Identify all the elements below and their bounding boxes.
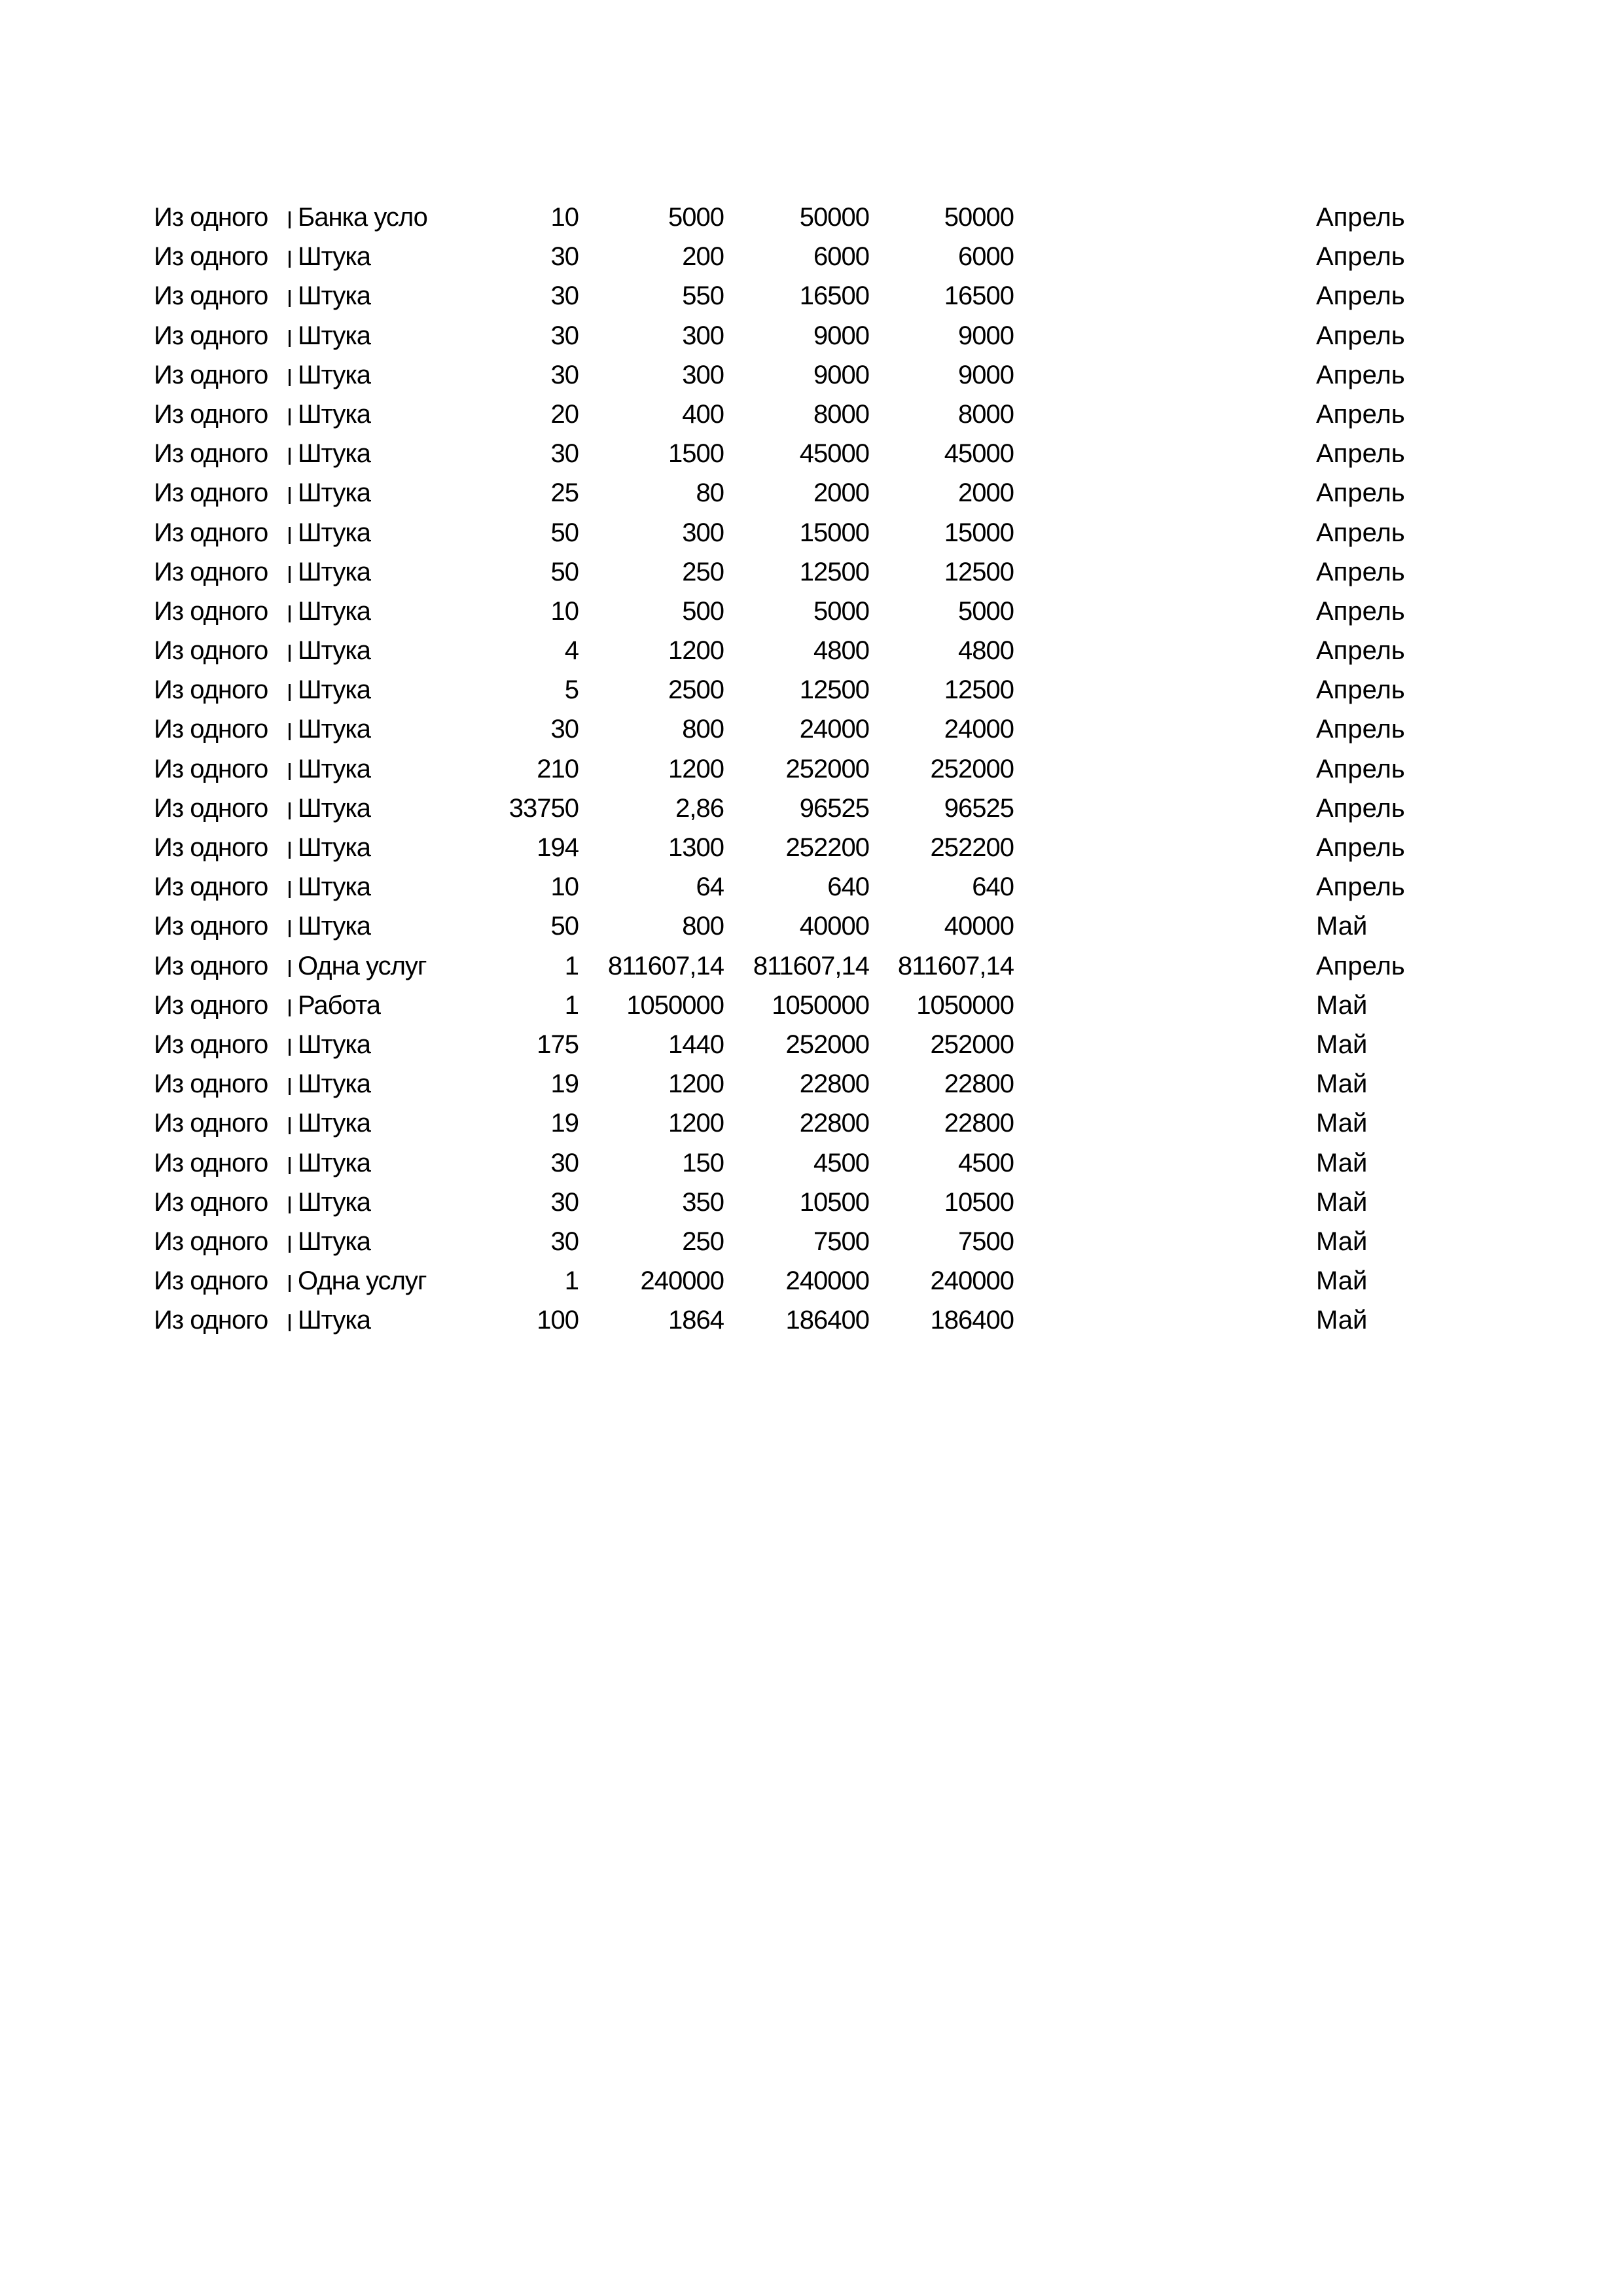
cell-source: Из одного xyxy=(154,439,268,469)
table-row xyxy=(0,1183,1623,1222)
cell-month: Апрель xyxy=(1316,518,1405,547)
cell-total: 96525 xyxy=(944,793,1014,823)
cell-total: 7500 xyxy=(958,1227,1014,1256)
truncated-text-mark xyxy=(289,1117,291,1134)
cell-total: 22800 xyxy=(944,1109,1014,1138)
truncated-text-mark xyxy=(289,1236,291,1253)
cell-total: 811607,14 xyxy=(897,951,1014,980)
cell-total: 4800 xyxy=(958,636,1014,666)
cell-sum: 240000 xyxy=(785,1266,869,1296)
cell-unit: Штука xyxy=(298,1306,371,1335)
cell-price: 800 xyxy=(682,715,724,744)
cell-month: Апрель xyxy=(1316,636,1405,666)
cell-sum: 5000 xyxy=(813,596,869,626)
cell-price: 1200 xyxy=(668,754,724,783)
cell-month: Апрель xyxy=(1316,242,1405,272)
truncated-text-mark xyxy=(289,1196,291,1213)
truncated-text-mark xyxy=(289,920,291,937)
cell-sum: 6000 xyxy=(813,242,869,272)
table-row xyxy=(0,986,1623,1025)
cell-source: Из одного xyxy=(154,912,268,941)
cell-month: Май xyxy=(1316,1069,1368,1099)
cell-unit: Штука xyxy=(298,675,371,705)
table-row xyxy=(0,828,1623,867)
truncated-text-mark xyxy=(289,527,291,544)
cell-price: 1300 xyxy=(668,833,724,862)
cell-source: Из одного xyxy=(154,399,268,429)
cell-unit: Штука xyxy=(298,833,371,862)
cell-price: 250 xyxy=(682,557,724,586)
cell-month: Май xyxy=(1316,1266,1368,1296)
cell-source: Из одного xyxy=(154,833,268,862)
cell-month: Май xyxy=(1316,1148,1368,1177)
cell-price: 400 xyxy=(682,399,724,429)
cell-sum: 50000 xyxy=(799,203,869,232)
cell-sum: 4800 xyxy=(813,636,869,666)
cell-total: 10500 xyxy=(944,1187,1014,1217)
cell-sum: 640 xyxy=(827,872,869,902)
truncated-text-mark xyxy=(289,960,291,977)
cell-total: 2000 xyxy=(958,478,1014,508)
cell-source: Из одного xyxy=(154,518,268,547)
table-row xyxy=(0,513,1623,552)
cell-price: 80 xyxy=(696,478,724,508)
cell-total: 9000 xyxy=(958,321,1014,350)
cell-month: Апрель xyxy=(1316,439,1405,469)
cell-unit: Штука xyxy=(298,596,371,626)
cell-quantity: 50 xyxy=(550,912,579,941)
cell-sum: 2000 xyxy=(813,478,869,508)
table-row xyxy=(0,395,1623,434)
cell-total: 12500 xyxy=(944,557,1014,586)
table-row xyxy=(0,1103,1623,1143)
cell-unit: Банка усло xyxy=(298,203,427,232)
truncated-text-mark xyxy=(289,999,291,1016)
cell-unit: Штука xyxy=(298,793,371,823)
table-row xyxy=(0,906,1623,946)
truncated-text-mark xyxy=(289,251,291,268)
cell-month: Апрель xyxy=(1316,793,1405,823)
cell-quantity: 4 xyxy=(564,636,579,666)
cell-total: 24000 xyxy=(944,715,1014,744)
cell-total: 252000 xyxy=(930,754,1014,783)
table-row xyxy=(0,473,1623,512)
cell-quantity: 1 xyxy=(564,951,579,980)
cell-month: Май xyxy=(1316,1227,1368,1256)
cell-total: 9000 xyxy=(958,360,1014,389)
cell-unit: Штука xyxy=(298,912,371,941)
cell-unit: Штука xyxy=(298,636,371,666)
truncated-text-mark xyxy=(289,290,291,307)
cell-unit: Штука xyxy=(298,321,371,350)
cell-month: Апрель xyxy=(1316,754,1405,783)
table-row xyxy=(0,1025,1623,1064)
cell-quantity: 20 xyxy=(550,399,579,429)
cell-total: 1050000 xyxy=(916,990,1014,1020)
cell-source: Из одного xyxy=(154,1266,268,1296)
cell-quantity: 175 xyxy=(537,1030,579,1059)
cell-unit: Штука xyxy=(298,1109,371,1138)
cell-unit: Штука xyxy=(298,360,371,389)
cell-total: 40000 xyxy=(944,912,1014,941)
cell-price: 800 xyxy=(682,912,724,941)
truncated-text-mark xyxy=(289,1314,291,1331)
cell-month: Май xyxy=(1316,1030,1368,1059)
table-row xyxy=(0,789,1623,828)
cell-sum: 186400 xyxy=(785,1306,869,1335)
cell-sum: 12500 xyxy=(799,557,869,586)
cell-month: Апрель xyxy=(1316,951,1405,980)
table-row xyxy=(0,355,1623,395)
cell-unit: Штука xyxy=(298,1069,371,1099)
cell-price: 1440 xyxy=(668,1030,724,1059)
cell-unit: Штука xyxy=(298,281,371,311)
cell-source: Из одного xyxy=(154,1109,268,1138)
cell-unit: Штука xyxy=(298,1227,371,1256)
truncated-text-mark xyxy=(289,369,291,386)
cell-price: 300 xyxy=(682,321,724,350)
cell-unit: Штука xyxy=(298,439,371,469)
cell-sum: 15000 xyxy=(799,518,869,547)
cell-total: 6000 xyxy=(958,242,1014,272)
cell-total: 50000 xyxy=(944,203,1014,232)
cell-sum: 9000 xyxy=(813,360,869,389)
cell-price: 500 xyxy=(682,596,724,626)
cell-month: Апрель xyxy=(1316,321,1405,350)
truncated-text-mark xyxy=(289,684,291,701)
cell-quantity: 30 xyxy=(550,1148,579,1177)
cell-source: Из одного xyxy=(154,715,268,744)
cell-sum: 45000 xyxy=(799,439,869,469)
cell-source: Из одного xyxy=(154,478,268,508)
cell-price: 1864 xyxy=(668,1306,724,1335)
cell-month: Апрель xyxy=(1316,399,1405,429)
cell-quantity: 19 xyxy=(550,1069,579,1099)
cell-unit: Работа xyxy=(298,990,380,1020)
cell-price: 150 xyxy=(682,1148,724,1177)
cell-total: 16500 xyxy=(944,281,1014,311)
cell-sum: 24000 xyxy=(799,715,869,744)
cell-quantity: 100 xyxy=(537,1306,579,1335)
cell-price: 1200 xyxy=(668,1109,724,1138)
cell-quantity: 50 xyxy=(550,557,579,586)
cell-unit: Штука xyxy=(298,872,371,902)
cell-source: Из одного xyxy=(154,360,268,389)
cell-source: Из одного xyxy=(154,1187,268,1217)
cell-source: Из одного xyxy=(154,990,268,1020)
cell-total: 8000 xyxy=(958,399,1014,429)
cell-month: Май xyxy=(1316,990,1368,1020)
cell-month: Май xyxy=(1316,912,1368,941)
cell-unit: Штука xyxy=(298,715,371,744)
table-row xyxy=(0,1064,1623,1103)
cell-price: 1200 xyxy=(668,636,724,666)
cell-sum: 1050000 xyxy=(772,990,869,1020)
table-row xyxy=(0,749,1623,789)
table-row xyxy=(0,631,1623,670)
cell-total: 45000 xyxy=(944,439,1014,469)
cell-quantity: 30 xyxy=(550,1227,579,1256)
cell-price: 550 xyxy=(682,281,724,311)
truncated-text-mark xyxy=(289,1275,291,1292)
cell-sum: 12500 xyxy=(799,675,869,705)
cell-quantity: 5 xyxy=(564,675,579,705)
cell-sum: 252000 xyxy=(785,1030,869,1059)
cell-price: 300 xyxy=(682,518,724,547)
truncated-text-mark xyxy=(289,802,291,819)
cell-price: 1050000 xyxy=(626,990,724,1020)
cell-price: 250 xyxy=(682,1227,724,1256)
truncated-text-mark xyxy=(289,566,291,583)
truncated-text-mark xyxy=(289,211,291,228)
truncated-text-mark xyxy=(289,330,291,347)
cell-quantity: 30 xyxy=(550,715,579,744)
cell-quantity: 33750 xyxy=(508,793,579,823)
cell-source: Из одного xyxy=(154,242,268,272)
table-row xyxy=(0,946,1623,986)
cell-total: 5000 xyxy=(958,596,1014,626)
cell-quantity: 194 xyxy=(537,833,579,862)
truncated-text-mark xyxy=(289,723,291,740)
cell-quantity: 30 xyxy=(550,321,579,350)
cell-sum: 8000 xyxy=(813,399,869,429)
cell-sum: 16500 xyxy=(799,281,869,311)
cell-quantity: 10 xyxy=(550,203,579,232)
cell-month: Апрель xyxy=(1316,281,1405,311)
cell-unit: Штука xyxy=(298,518,371,547)
cell-source: Из одного xyxy=(154,321,268,350)
cell-source: Из одного xyxy=(154,675,268,705)
cell-price: 811607,14 xyxy=(607,951,724,980)
cell-unit: Штука xyxy=(298,399,371,429)
cell-unit: Одна услуг xyxy=(298,951,427,980)
cell-quantity: 30 xyxy=(550,1187,579,1217)
cell-sum: 40000 xyxy=(799,912,869,941)
cell-source: Из одного xyxy=(154,951,268,980)
cell-sum: 252000 xyxy=(785,754,869,783)
cell-sum: 7500 xyxy=(813,1227,869,1256)
table-row xyxy=(0,552,1623,592)
cell-source: Из одного xyxy=(154,557,268,586)
cell-unit: Штука xyxy=(298,1187,371,1217)
cell-month: Май xyxy=(1316,1109,1368,1138)
truncated-text-mark xyxy=(289,1157,291,1174)
cell-source: Из одного xyxy=(154,203,268,232)
cell-total: 252200 xyxy=(930,833,1014,862)
cell-total: 15000 xyxy=(944,518,1014,547)
cell-unit: Штука xyxy=(298,1148,371,1177)
cell-price: 300 xyxy=(682,360,724,389)
cell-price: 200 xyxy=(682,242,724,272)
cell-sum: 811607,14 xyxy=(753,951,869,980)
cell-total: 4500 xyxy=(958,1148,1014,1177)
cell-month: Апрель xyxy=(1316,557,1405,586)
cell-month: Апрель xyxy=(1316,872,1405,902)
cell-source: Из одного xyxy=(154,793,268,823)
cell-month: Апрель xyxy=(1316,675,1405,705)
cell-source: Из одного xyxy=(154,754,268,783)
cell-quantity: 10 xyxy=(550,872,579,902)
table-row xyxy=(0,316,1623,355)
cell-quantity: 10 xyxy=(550,596,579,626)
truncated-text-mark xyxy=(289,487,291,504)
table-row xyxy=(0,592,1623,631)
cell-source: Из одного xyxy=(154,1148,268,1177)
cell-unit: Штука xyxy=(298,478,371,508)
table-row xyxy=(0,1261,1623,1300)
cell-price: 2,86 xyxy=(675,793,724,823)
cell-price: 1500 xyxy=(668,439,724,469)
cell-source: Из одного xyxy=(154,1030,268,1059)
cell-sum: 96525 xyxy=(799,793,869,823)
cell-total: 640 xyxy=(972,872,1014,902)
table-row xyxy=(0,276,1623,315)
cell-unit: Одна услуг xyxy=(298,1266,427,1296)
table-row xyxy=(0,670,1623,709)
truncated-text-mark xyxy=(289,448,291,465)
cell-quantity: 25 xyxy=(550,478,579,508)
table-row xyxy=(0,1222,1623,1261)
cell-source: Из одного xyxy=(154,281,268,311)
spreadsheet-printout xyxy=(0,198,1623,1340)
truncated-text-mark xyxy=(289,1039,291,1056)
truncated-text-mark xyxy=(289,408,291,425)
table-row xyxy=(0,1143,1623,1183)
table-row xyxy=(0,237,1623,276)
table-row xyxy=(0,709,1623,749)
table-row xyxy=(0,198,1623,237)
truncated-text-mark xyxy=(289,1078,291,1095)
cell-sum: 22800 xyxy=(799,1109,869,1138)
cell-source: Из одного xyxy=(154,872,268,902)
cell-month: Апрель xyxy=(1316,833,1405,862)
cell-price: 5000 xyxy=(668,203,724,232)
cell-sum: 252200 xyxy=(785,833,869,862)
cell-month: Апрель xyxy=(1316,715,1405,744)
cell-quantity: 30 xyxy=(550,242,579,272)
cell-total: 186400 xyxy=(930,1306,1014,1335)
cell-month: Апрель xyxy=(1316,478,1405,508)
truncated-text-mark xyxy=(289,842,291,859)
table-row xyxy=(0,1300,1623,1340)
cell-source: Из одного xyxy=(154,1227,268,1256)
cell-unit: Штука xyxy=(298,754,371,783)
cell-total: 12500 xyxy=(944,675,1014,705)
cell-quantity: 1 xyxy=(564,990,579,1020)
cell-price: 64 xyxy=(696,872,724,902)
truncated-text-mark xyxy=(289,763,291,780)
cell-source: Из одного xyxy=(154,596,268,626)
cell-month: Май xyxy=(1316,1306,1368,1335)
cell-source: Из одного xyxy=(154,636,268,666)
cell-unit: Штука xyxy=(298,1030,371,1059)
table-row xyxy=(0,867,1623,906)
cell-quantity: 30 xyxy=(550,360,579,389)
cell-price: 2500 xyxy=(668,675,724,705)
cell-unit: Штука xyxy=(298,557,371,586)
cell-sum: 9000 xyxy=(813,321,869,350)
cell-quantity: 50 xyxy=(550,518,579,547)
truncated-text-mark xyxy=(289,881,291,898)
cell-total: 252000 xyxy=(930,1030,1014,1059)
cell-price: 350 xyxy=(682,1187,724,1217)
cell-sum: 4500 xyxy=(813,1148,869,1177)
cell-quantity: 30 xyxy=(550,281,579,311)
truncated-text-mark xyxy=(289,645,291,662)
cell-total: 22800 xyxy=(944,1069,1014,1099)
cell-quantity: 1 xyxy=(564,1266,579,1296)
cell-sum: 10500 xyxy=(799,1187,869,1217)
cell-month: Апрель xyxy=(1316,360,1405,389)
cell-quantity: 210 xyxy=(537,754,579,783)
cell-quantity: 19 xyxy=(550,1109,579,1138)
cell-month: Апрель xyxy=(1316,596,1405,626)
cell-month: Май xyxy=(1316,1187,1368,1217)
cell-sum: 22800 xyxy=(799,1069,869,1099)
cell-month: Апрель xyxy=(1316,203,1405,232)
cell-source: Из одного xyxy=(154,1306,268,1335)
cell-unit: Штука xyxy=(298,242,371,272)
cell-quantity: 30 xyxy=(550,439,579,469)
table-row xyxy=(0,434,1623,473)
cell-price: 1200 xyxy=(668,1069,724,1099)
cell-total: 240000 xyxy=(930,1266,1014,1296)
truncated-text-mark xyxy=(289,605,291,622)
cell-price: 240000 xyxy=(640,1266,724,1296)
cell-source: Из одного xyxy=(154,1069,268,1099)
